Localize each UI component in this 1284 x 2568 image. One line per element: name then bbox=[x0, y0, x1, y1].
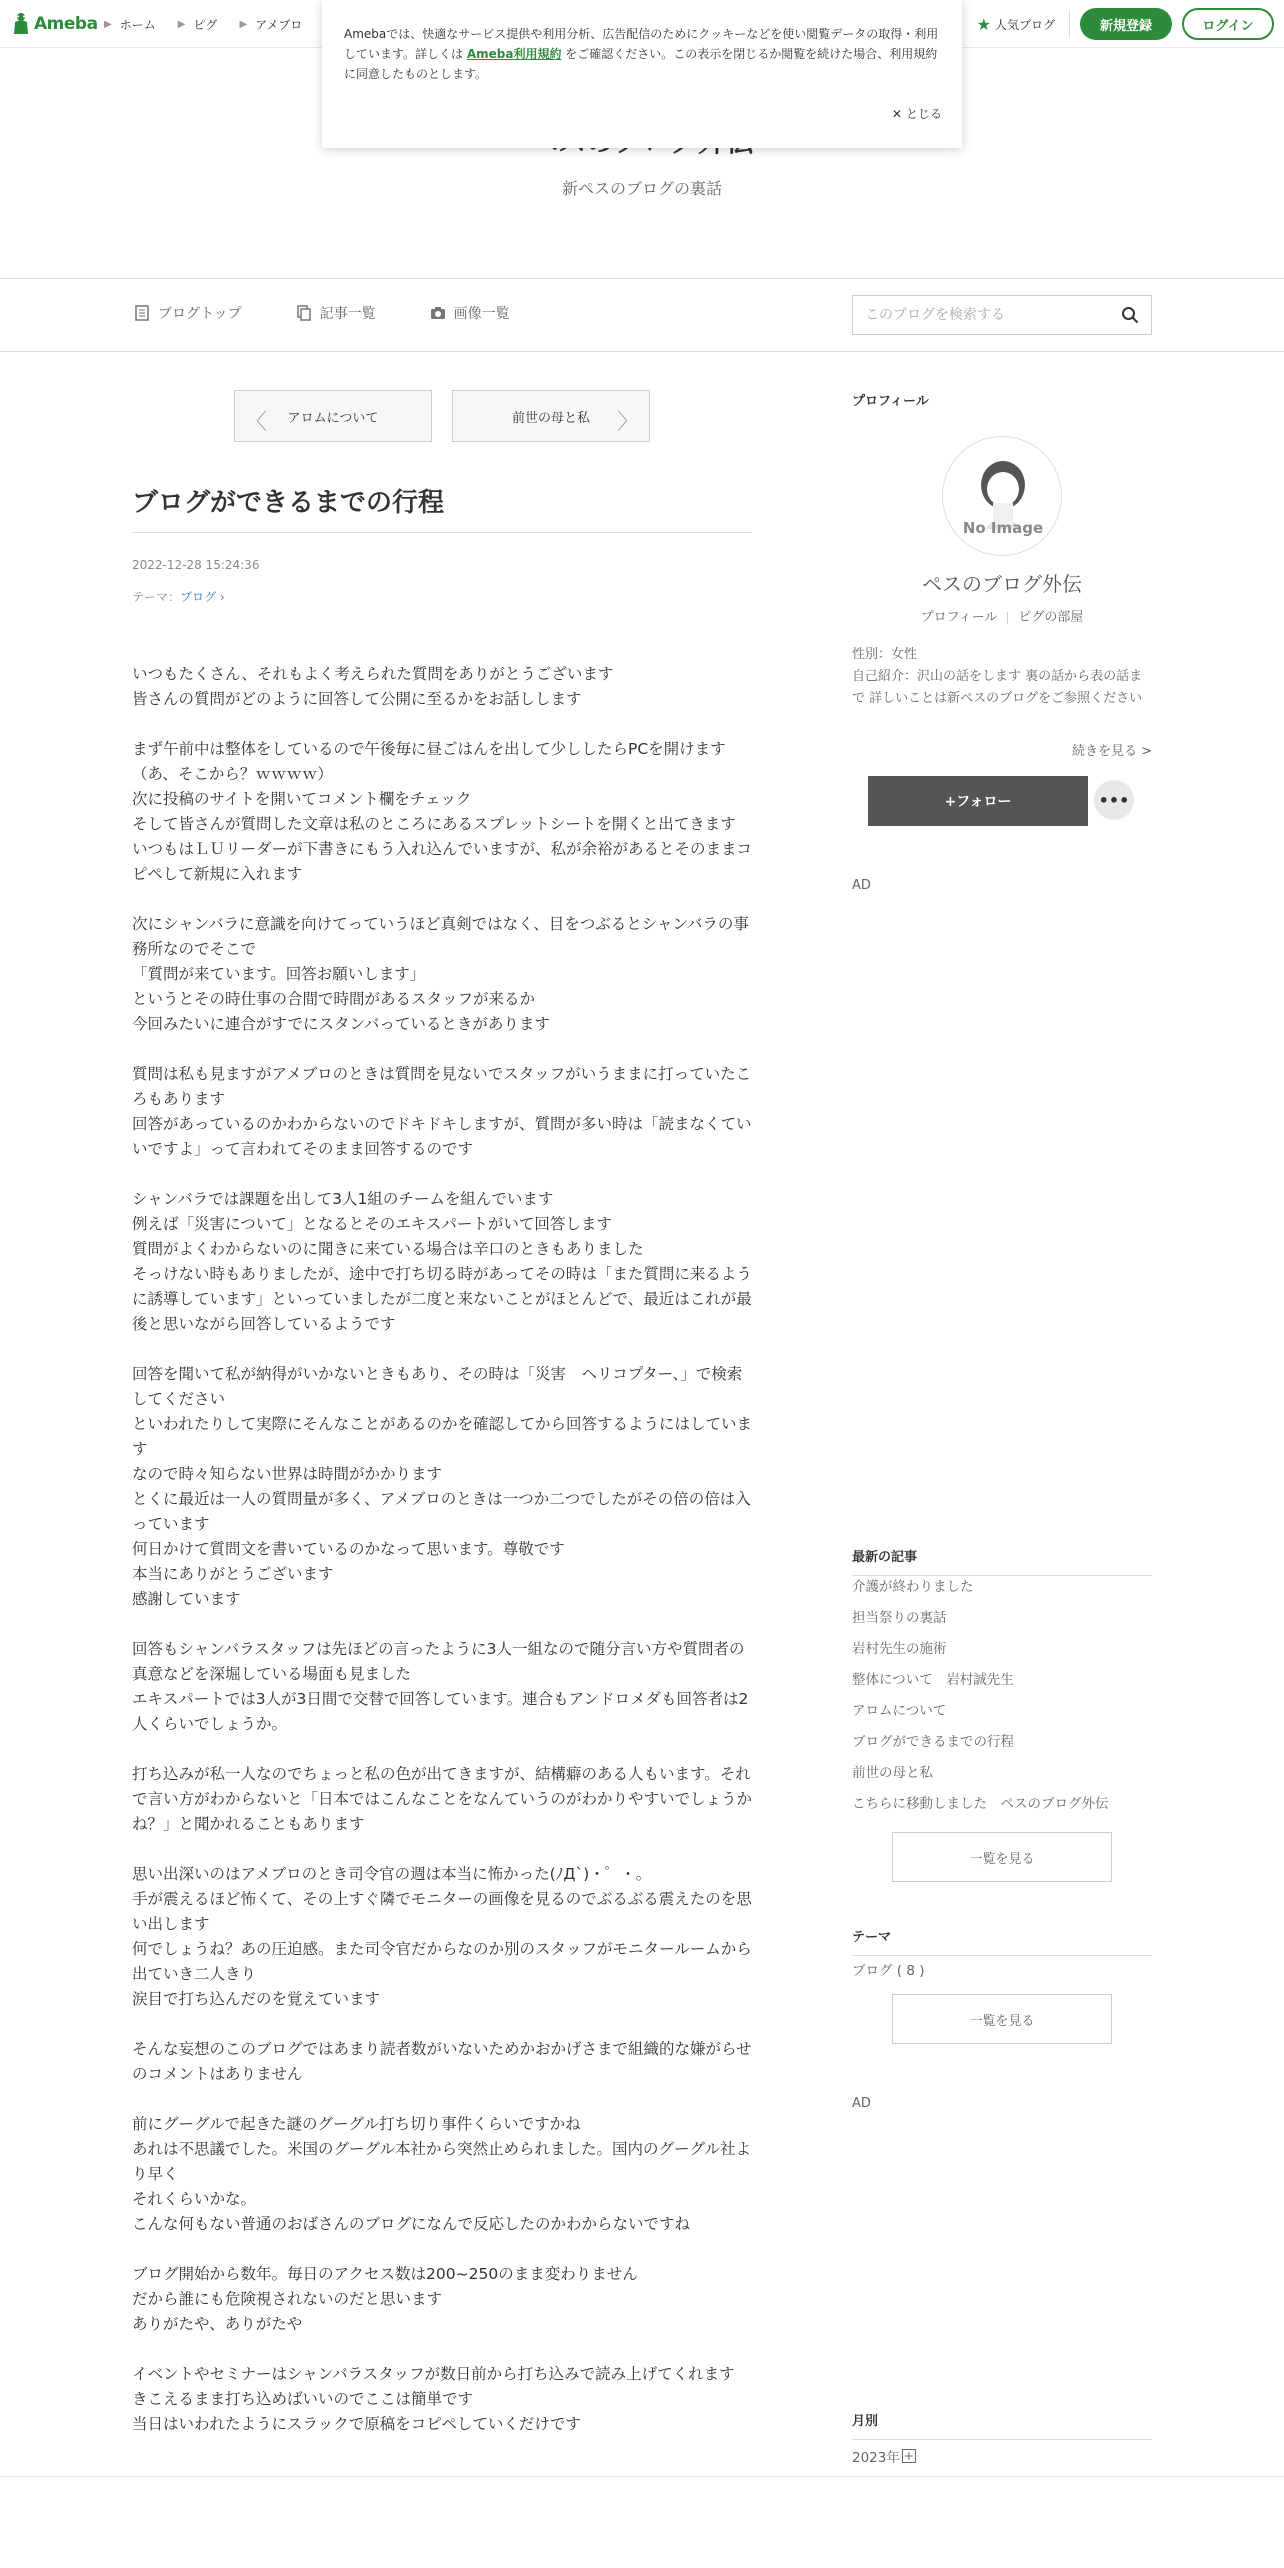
document-icon bbox=[134, 305, 150, 321]
next-article-label: 前世の母と私 bbox=[511, 410, 590, 426]
entry-list-label: 記事一覧 bbox=[319, 306, 376, 322]
article-line: 手が震えるほど怖くて、その上すぐ隣でモニターの画像を見るのでぶるぶる震えたのを思い出します bbox=[132, 1890, 752, 1933]
article-line: といわれたりして実際にそんなことがあるのかを確認してから回答するようにはしています bbox=[132, 1415, 753, 1458]
article-paragraph bbox=[132, 2037, 752, 2087]
article-line: 前にグーグルで起きた謎のグーグル打ち切り事件くらいですかね bbox=[132, 2115, 581, 2133]
search-input[interactable] bbox=[853, 296, 1103, 334]
theme-heading bbox=[852, 1926, 1152, 1956]
chevron-right-icon: ▶ bbox=[104, 19, 112, 30]
logo-text: Ameba bbox=[34, 14, 98, 34]
read-more-link[interactable]: 続きを見る > bbox=[1071, 744, 1152, 759]
article-paragraph bbox=[132, 1187, 752, 1337]
article-line: 回答もシャンバラスタッフは先ほどの言ったように3人一組なので随分言い方や質問者の真意などを深堀している場面も見ました bbox=[132, 1640, 745, 1683]
theme-link[interactable]: ブログ ( 8 ) bbox=[852, 1963, 925, 1979]
login-button[interactable]: ログイン bbox=[1182, 8, 1274, 40]
terms-link[interactable]: Ameba利用規約 bbox=[466, 47, 562, 61]
cookie-banner bbox=[322, 0, 962, 148]
nav-label: アメブロ bbox=[255, 18, 303, 32]
article-line: 質問がよくわからないのに聞きに来ている場合は辛口のときもありました bbox=[132, 1240, 644, 1258]
article-line: そっけない時もありましたが、途中で打ち切る時があってその時は「また質問に来るように誘導しています」といっていましたが二度と来ないことがほとんどで、最近はこれが最後と思いながら回答しているようです bbox=[132, 1265, 752, 1333]
article-paragraph bbox=[132, 2262, 752, 2337]
nav-label: ピグ bbox=[193, 18, 218, 32]
search-icon[interactable] bbox=[1121, 306, 1139, 324]
entry-list-link[interactable] bbox=[296, 303, 376, 323]
close-label: とじる bbox=[905, 107, 942, 121]
star-icon: ★ bbox=[976, 14, 991, 34]
recent-article-link[interactable]: 介護が終わりました bbox=[852, 1579, 974, 1595]
chevron-right-icon: › bbox=[216, 590, 225, 604]
camera-icon bbox=[430, 305, 446, 321]
article-line: エキスパートでは3人が3日間で交替で回答しています。連合もアンドロメダも回答者は2人くらいでしょうか。 bbox=[132, 1690, 749, 1733]
recent-article-link[interactable]: 前世の母と私 bbox=[852, 1765, 933, 1781]
recent-article-link[interactable]: アロムについて bbox=[852, 1703, 947, 1719]
nav-ameblo[interactable] bbox=[239, 16, 302, 33]
article-line: きこえるまま打ち込めばいいのでここは簡単です bbox=[132, 2390, 474, 2408]
profile-heading-text: プロフィール bbox=[852, 394, 929, 409]
recent-list-button[interactable]: 一覧を見る bbox=[892, 1832, 1112, 1882]
chevron-right-icon: 〉 bbox=[616, 410, 639, 435]
recent-article-link[interactable]: ブログができるまでの行程 bbox=[852, 1734, 1014, 1750]
blog-search bbox=[852, 295, 1152, 335]
article-line: いつもはＬＵリーダーが下書きにもう入れ込んでいますが、私が余裕があるとそのままコピペして新規に入れます bbox=[132, 840, 753, 883]
next-article-button[interactable] bbox=[452, 390, 650, 442]
image-list-link[interactable] bbox=[430, 303, 510, 323]
article-line: とくに最近は一人の質問量が多く、アメブロのときは一つか二つでしたがその倍の倍は入っています bbox=[132, 1490, 751, 1533]
article-line: 「質問が来ています。回答お願いします」 bbox=[132, 965, 426, 983]
theme-list-button[interactable]: 一覧を見る bbox=[892, 1994, 1112, 2044]
article-line: 質問は私も見ますがアメブロのときは質問を見ないでスタッフがいうままに打っていたころもあります bbox=[132, 1065, 752, 1108]
article-line: なので時々知らない世界は時間がかかります bbox=[132, 1465, 443, 1483]
blog-top-label: ブログトップ bbox=[158, 306, 242, 322]
article-line: 次にシャンバラに意識を向けてっていうほど真剣ではなく、目をつぶるとシャンバラの事務所なのでそこで bbox=[132, 915, 749, 958]
article-line: 思い出深いのはアメブロのとき司令官の週は本当に怖かった(ﾉД`)・゜・。 bbox=[132, 1865, 652, 1883]
follow-button[interactable]: +フォロー bbox=[868, 776, 1088, 826]
theme-label: テーマ： bbox=[132, 590, 181, 604]
ameba-logo-icon bbox=[12, 12, 30, 36]
cookie-text-before: Amebaでは、快適なサービス提供や利用分析、広告配信のためにクッキーなどを使い閲覧データの取得・利用しています。詳しくは bbox=[344, 27, 939, 61]
article-line: ありがたや、ありがたや bbox=[132, 2315, 303, 2333]
article-line: 今回みたいに連合がすでにスタンバっているときがあります bbox=[132, 1015, 550, 1033]
recent-article-link[interactable]: こちらに移動しました ペスのブログ外伝 bbox=[852, 1796, 1109, 1812]
cookie-text-after: をご確認ください。この表示を閉じるか閲覧を続けた場合、利用規約に同意したものとします。 bbox=[344, 47, 938, 81]
profile-intro: 自己紹介：沢山の話をします 裏の話から表の話まで 詳しいことは新ペスのブログをご参照ください bbox=[852, 669, 1143, 706]
article-line: 次に投稿のサイトを開いてコメント欄をチェック bbox=[132, 790, 472, 808]
chevron-left-icon: 〈 bbox=[245, 410, 268, 435]
article-paragraph bbox=[132, 1762, 752, 1837]
article-line: それくらいかな。 bbox=[132, 2190, 257, 2208]
article-line: 何でしょうね？あの圧迫感。また司令官だからなのか別のスタッフがモニタールームから出ていき二人きり bbox=[132, 1940, 752, 1983]
article-line: いつもたくさん、それもよく考えられた質問をありがとうございます bbox=[132, 665, 614, 683]
copy-icon bbox=[296, 305, 312, 321]
article-line: まず午前中は整体をしているので午後毎に昼ごはんを出して少ししたらPCを開けます（あ、そこから？ｗｗｗｗ） bbox=[132, 740, 726, 783]
recent-article-link[interactable]: 担当祭りの裏話 bbox=[852, 1610, 947, 1626]
article-line: 回答を聞いて私が納得がいかないときもあり、その時は「災害 ヘリコプター、」で検索してください bbox=[132, 1365, 743, 1408]
article-paragraph bbox=[132, 737, 752, 887]
cookie-text bbox=[344, 24, 940, 84]
more-options-button[interactable]: ••• bbox=[1094, 780, 1134, 820]
article-line: あれは不思議でした。米国のグーグル本社から突然止められました。国内のグーグル社より早く bbox=[132, 2140, 752, 2183]
article-line: そんな妄想のこのブログではあまり読者数がいないためかおかげさまで組織的な嫌がらせのコメントはありません bbox=[132, 2040, 752, 2083]
blog-top-link[interactable] bbox=[134, 303, 242, 323]
profile-links bbox=[852, 606, 1152, 625]
recent-list bbox=[852, 1572, 1152, 1820]
article-paragraph bbox=[132, 662, 752, 712]
no-image-avatar-icon bbox=[943, 437, 1062, 556]
nav-pigg[interactable] bbox=[178, 16, 218, 33]
popular-label: 人気ブログ bbox=[994, 17, 1055, 32]
nav-label: ホーム bbox=[119, 18, 156, 32]
ameba-logo[interactable] bbox=[12, 12, 98, 36]
prev-article-button[interactable] bbox=[234, 390, 432, 442]
article-line: そして皆さんが質問した文章は私のところにあるスプレットシートを開くと出てきます bbox=[132, 815, 736, 833]
article-line: 何日かけて質問文を書いているのかなって思います。尊敬です bbox=[132, 1540, 565, 1558]
global-nav bbox=[104, 16, 324, 33]
article-paragraph bbox=[132, 2112, 752, 2237]
article-line: だから誰にも危険視されないのだと思います bbox=[132, 2290, 443, 2308]
header-actions bbox=[977, 8, 1274, 40]
article-line: 回答があっているのかわからないのでドキドキしますが、質問が多い時は「読まなくていいですよ」って言われてそのまま回答するのです bbox=[132, 1115, 752, 1158]
theme-list bbox=[852, 1956, 1152, 1987]
article-line: 感謝しています bbox=[132, 1590, 241, 1608]
article-line: というとその時仕事の合間で時間があるスタッフが来るか bbox=[132, 990, 536, 1008]
profile-gender: 性別：女性 bbox=[852, 647, 918, 662]
article-paragraph bbox=[132, 1637, 752, 1737]
monthly-heading-text: 月別 bbox=[852, 2414, 879, 2429]
article-paragraph bbox=[132, 1362, 752, 1612]
article-line: 皆さんの質問がどのように回答して公開に至るかをお話しします bbox=[132, 690, 582, 708]
no-image-label: No Image bbox=[962, 519, 1044, 537]
popular-blog-link[interactable] bbox=[977, 10, 1070, 38]
cookie-close-button[interactable] bbox=[892, 104, 942, 124]
article-theme bbox=[132, 588, 225, 605]
article-line: こんな何もない普通のおばさんのブログになんで反応したのかわからないですね bbox=[132, 2215, 691, 2233]
article-line: 本当にありがとうございます bbox=[132, 1565, 334, 1583]
ad-label: AD bbox=[852, 2096, 871, 2111]
article-paragraph bbox=[132, 912, 752, 1037]
blog-nav bbox=[0, 278, 1284, 352]
chevron-right-icon: ▶ bbox=[239, 19, 248, 30]
article-line: 涙目で打ち込んだのを覚えています bbox=[132, 1990, 381, 2008]
article-paragraph bbox=[132, 1062, 752, 1162]
article-line: ブログ開始から数年。毎日のアクセス数は200~250のまま変わりません bbox=[132, 2265, 638, 2283]
close-icon: ✕ bbox=[891, 107, 902, 121]
article-line: 例えば「災害について」となるとそのエキスパートがいて回答します bbox=[132, 1215, 612, 1233]
avatar[interactable] bbox=[942, 436, 1062, 556]
nav-home[interactable] bbox=[104, 16, 156, 33]
register-button[interactable]: 新規登録 bbox=[1080, 8, 1172, 40]
profile-info bbox=[852, 644, 1152, 710]
monthly-heading bbox=[852, 2410, 1152, 2440]
article-line: イベントやセミナーはシャンバラスタッフが数日前から打ち込みで読み上げてくれます bbox=[132, 2365, 735, 2383]
plus-box-icon: + bbox=[903, 2449, 914, 2463]
recent-article-link[interactable]: 岩村先生の施術 bbox=[852, 1641, 947, 1657]
article-body bbox=[132, 662, 752, 2462]
divider bbox=[132, 532, 752, 533]
article-date: 2022-12-28 15:24:36 bbox=[132, 558, 260, 572]
prev-article-label: アロムについて bbox=[287, 410, 379, 426]
article-title: ブログができるまでの行程 bbox=[132, 488, 445, 518]
year-label: 2023年 bbox=[852, 2450, 900, 2466]
profile-name[interactable]: ペスのブログ外伝 bbox=[922, 572, 1082, 596]
profile-heading bbox=[852, 390, 1152, 409]
recent-article-link[interactable]: 整体について 岩村誠先生 bbox=[852, 1672, 1014, 1688]
article-line: シャンバラでは課題を出して3人1組のチームを組んでいます bbox=[132, 1190, 554, 1208]
ad-label: AD bbox=[852, 878, 871, 893]
pigg-room-link[interactable]: ピグの部屋 bbox=[1018, 610, 1084, 625]
profile-link[interactable]: プロフィール bbox=[920, 610, 998, 625]
theme-heading-text: テーマ bbox=[852, 1930, 892, 1945]
article-paragraph bbox=[132, 2362, 752, 2437]
article-line: 打ち込みが私一人なのでちょっと私の色が出てきますが、結構癖のある人もいます。それで言い方がわからないと「日本ではこんなことをなんていうのがわかりやすいでしょうかね？」と聞かれることもあります bbox=[132, 1765, 753, 1833]
image-list-label: 画像一覧 bbox=[453, 306, 510, 322]
monthly-year-item[interactable] bbox=[852, 2446, 1152, 2466]
article-line: 当日はいわれたようにスラックで原稿をコピペしていくだけです bbox=[132, 2415, 581, 2433]
blog-subtitle: 新ペスのブログの裏話 bbox=[561, 179, 722, 198]
recent-heading-text: 最新の記事 bbox=[852, 1550, 918, 1565]
article-paragraph bbox=[132, 1862, 752, 2012]
theme-link[interactable]: ブログ bbox=[180, 590, 217, 604]
separator bbox=[1007, 612, 1008, 624]
divider bbox=[0, 2476, 1284, 2477]
chevron-right-icon: ▶ bbox=[177, 19, 186, 30]
